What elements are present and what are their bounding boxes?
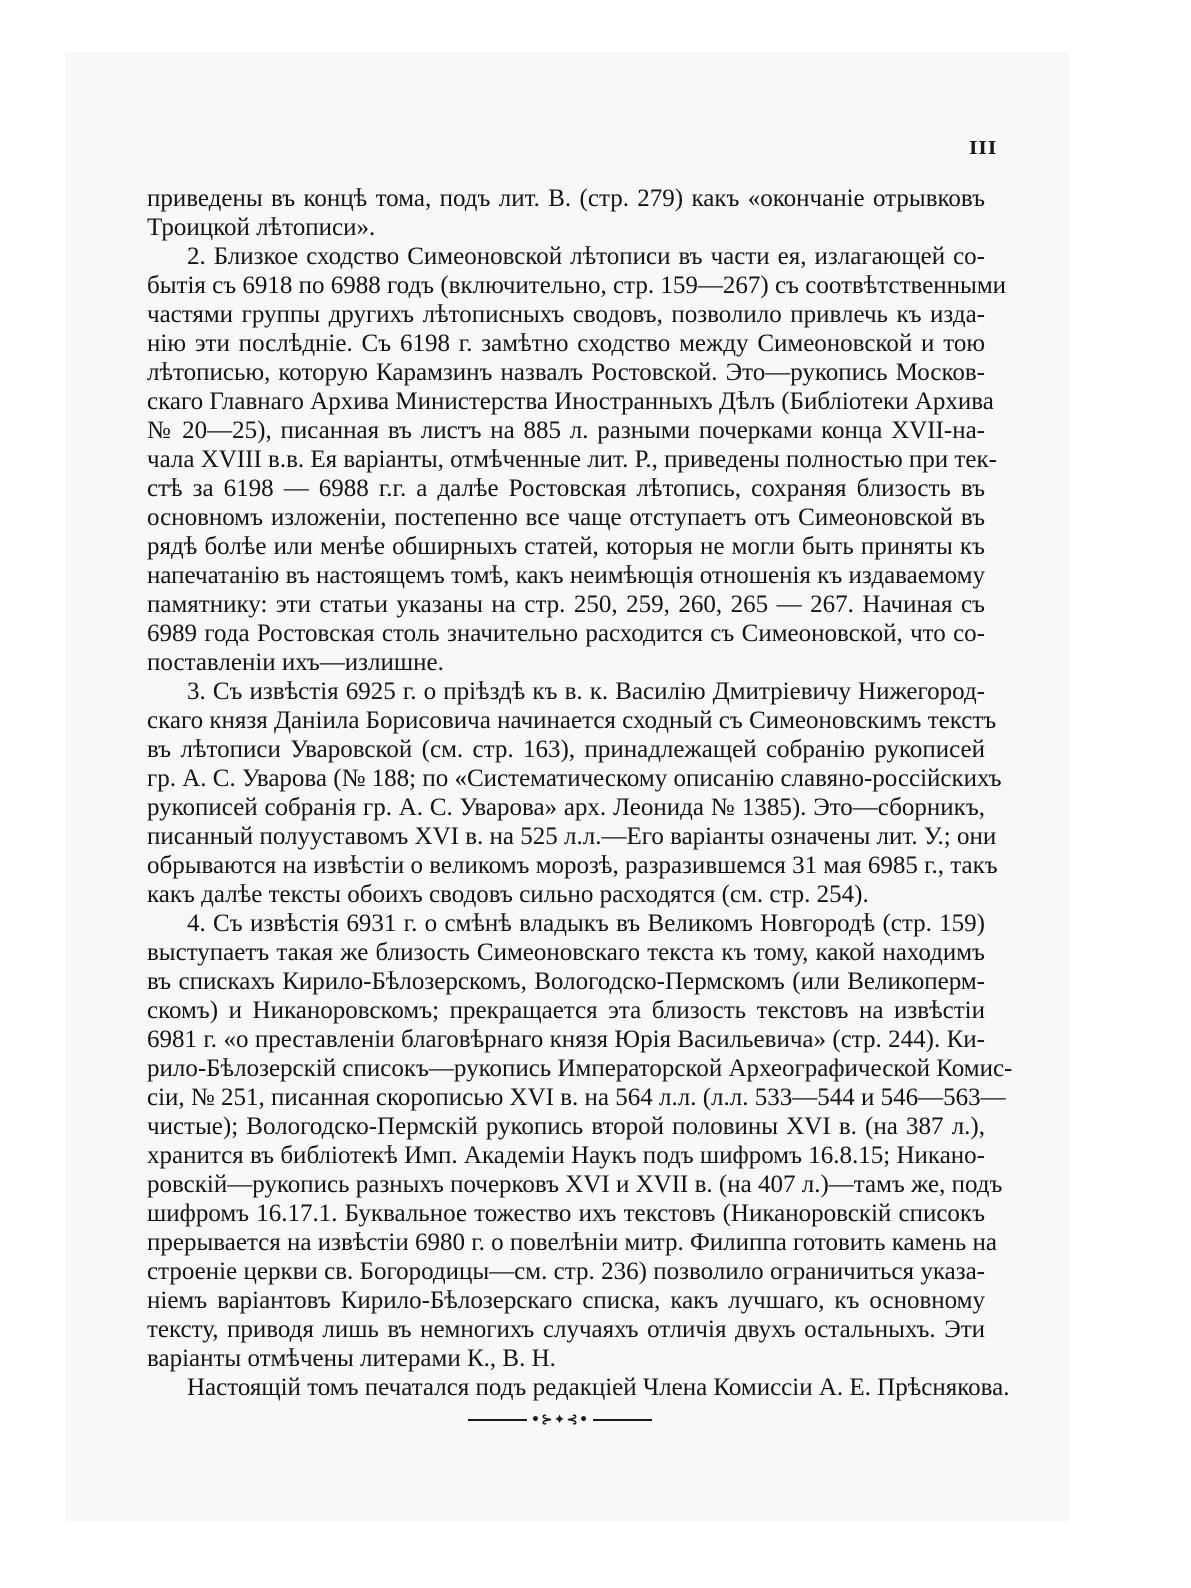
text-line: 3. Съ извѣстія 6925 г. о пріѣздѣ къ в. к. Василію Дмитріевичу Нижегород- — [187, 678, 985, 705]
text-line: 4. Съ извѣстія 6931 г. о смѣнѣ владыкъ въ Великомъ Новгородѣ (стр. 159) — [187, 910, 985, 937]
end-ornament — [468, 1410, 652, 1430]
text-line: поставленіи ихъ—излишне. — [147, 649, 444, 676]
text-line: строеніе церкви св. Богородицы—см. стр. 236) позволило ограничиться указа- — [147, 1258, 985, 1285]
text-line: частями группы другихъ лѣтописныхъ сводовъ, позволило привлечь къ изда- — [147, 301, 985, 328]
text-line: гр. А. С. Уварова (№ 188; по «Систематическому описанію славяно-россійскихъ — [147, 765, 1002, 792]
text-line: рило-Бѣлозерскій списокъ—рукопись Императорской Археографической Комис- — [147, 1055, 1013, 1082]
text-line: скаго князя Даніила Борисовича начинается сходный съ Симеоновскимъ текстъ — [147, 707, 997, 734]
ornament-glyph: •⊱✦⊰• — [530, 1412, 590, 1428]
text-line: стѣ за 6198 — 6988 г.г. а далѣе Ростовская лѣтопись, сохраняя близость въ — [147, 475, 985, 502]
text-line: приведены въ концѣ тома, подъ лит. В. (стр. 279) какъ «окончаніе отрывковъ — [147, 185, 985, 212]
text-line: бытія съ 6918 по 6988 годъ (включительно, стр. 159—267) съ соотвѣтственными — [147, 272, 1007, 299]
text-line: въ лѣтописи Уваровской (см. стр. 163), принадлежащей собранію рукописей — [147, 736, 985, 763]
text-line: 6981 г. «о преставленіи благовѣрнаго князя Юрія Васильевича» (стр. 244). Ки- — [147, 1026, 985, 1053]
ornament-rule-left — [468, 1419, 527, 1421]
text-line: какъ далѣе тексты обоихъ сводовъ сильно расходятся (см. стр. 254). — [147, 881, 869, 908]
text-line: памятнику: эти статьи указаны на стр. 250, 259, 260, 265 — 267. Начиная съ — [147, 591, 985, 618]
text-line: рукописей собранія гр. А. С. Уварова» арх. Леонида № 1385). Это—сборникъ, — [147, 794, 985, 821]
page-number: III — [969, 138, 998, 159]
text-line: хранится въ библіотекѣ Имп. Академіи Наукъ подъ шифромъ 16.8.15; Никано- — [147, 1142, 985, 1169]
text-line: основномъ изложеніи, постепенно все чаще отступаетъ отъ Симеоновской въ — [147, 504, 985, 531]
text-line: въ спискахъ Кирило-Бѣлозерскомъ, Вологодско-Пермскомъ (или Великоперм- — [147, 968, 985, 995]
text-line: № 20—25), писанная въ листъ на 885 л. разными почерками конца XVII-на- — [147, 417, 985, 444]
text-line-editor: Настоящій томъ печатался подъ редакціей Члена Комиссіи А. Е. Прѣснякова. — [187, 1374, 1010, 1401]
text-line: сіи, № 251, писанная скорописью XVI в. на 564 л.л. (л.л. 533—544 и 546—563— — [147, 1084, 1006, 1111]
text-line: шифромъ 16.17.1. Буквальное тожество ихъ текстовъ (Никаноровскій списокъ — [147, 1200, 985, 1227]
text-line: прерывается на извѣстіи 6980 г. о повелѣніи митр. Филиппа готовить камень на — [147, 1229, 997, 1256]
text-line: обрываются на извѣстіи о великомъ морозѣ, разразившемся 31 мая 6985 г., такъ — [147, 852, 998, 879]
text-line: чистые); Вологодско-Пермскій рукопись второй половины XVI в. (на 387 л.), — [147, 1113, 985, 1140]
text-line: ніемъ варіантовъ Кирило-Бѣлозерскаго списка, какъ лучшаго, къ основному — [147, 1287, 985, 1314]
text-line: выступаетъ такая же близость Симеоновскаго текста къ тому, какой находимъ — [147, 939, 985, 966]
ornament-rule-right — [593, 1419, 652, 1421]
text-line: рядѣ болѣе или менѣе обширныхъ статей, которыя не могли быть приняты къ — [147, 533, 985, 560]
text-line: скаго Главнаго Архива Министерства Иностранныхъ Дѣлъ (Библіотеки Архива — [147, 388, 994, 415]
text-line: 6989 года Ростовская столь значительно расходится съ Симеоновской, что со- — [147, 620, 985, 647]
text-line: ровскій—рукопись разныхъ почерковъ XVI и XVII в. (на 407 л.)—тамъ же, подъ — [147, 1171, 1003, 1198]
text-line: Троицкой лѣтописи». — [147, 214, 376, 241]
text-line: напечатанію въ настоящемъ томѣ, какъ неимѣющія отношенія къ издаваемому — [147, 562, 985, 589]
text-line: нію эти послѣдніе. Съ 6198 г. замѣтно сходство между Симеоновской и тою — [147, 330, 985, 357]
text-line: скомъ) и Никаноровскомъ; прекращается эта близость текстовъ на извѣстіи — [147, 997, 985, 1024]
text-line: лѣтописью, которую Карамзинъ назвалъ Ростовской. Это—рукопись Москов- — [147, 359, 985, 386]
text-line: чала XVIII в.в. Ея варіанты, отмѣченные лит. Р., приведены полностью при тек- — [147, 446, 997, 473]
text-line: варіанты отмѣчены литерами К., В. Н. — [147, 1345, 556, 1372]
text-line: тексту, приводя лишь въ немногихъ случаяхъ отличія двухъ остальныхъ. Эти — [147, 1316, 985, 1343]
text-line: писанный полууставомъ XVI в. на 525 л.л.—Его варіанты означены лит. У.; они — [147, 823, 997, 850]
text-line: 2. Близкое сходство Симеоновской лѣтописи въ части ея, излагающей со- — [187, 243, 985, 270]
